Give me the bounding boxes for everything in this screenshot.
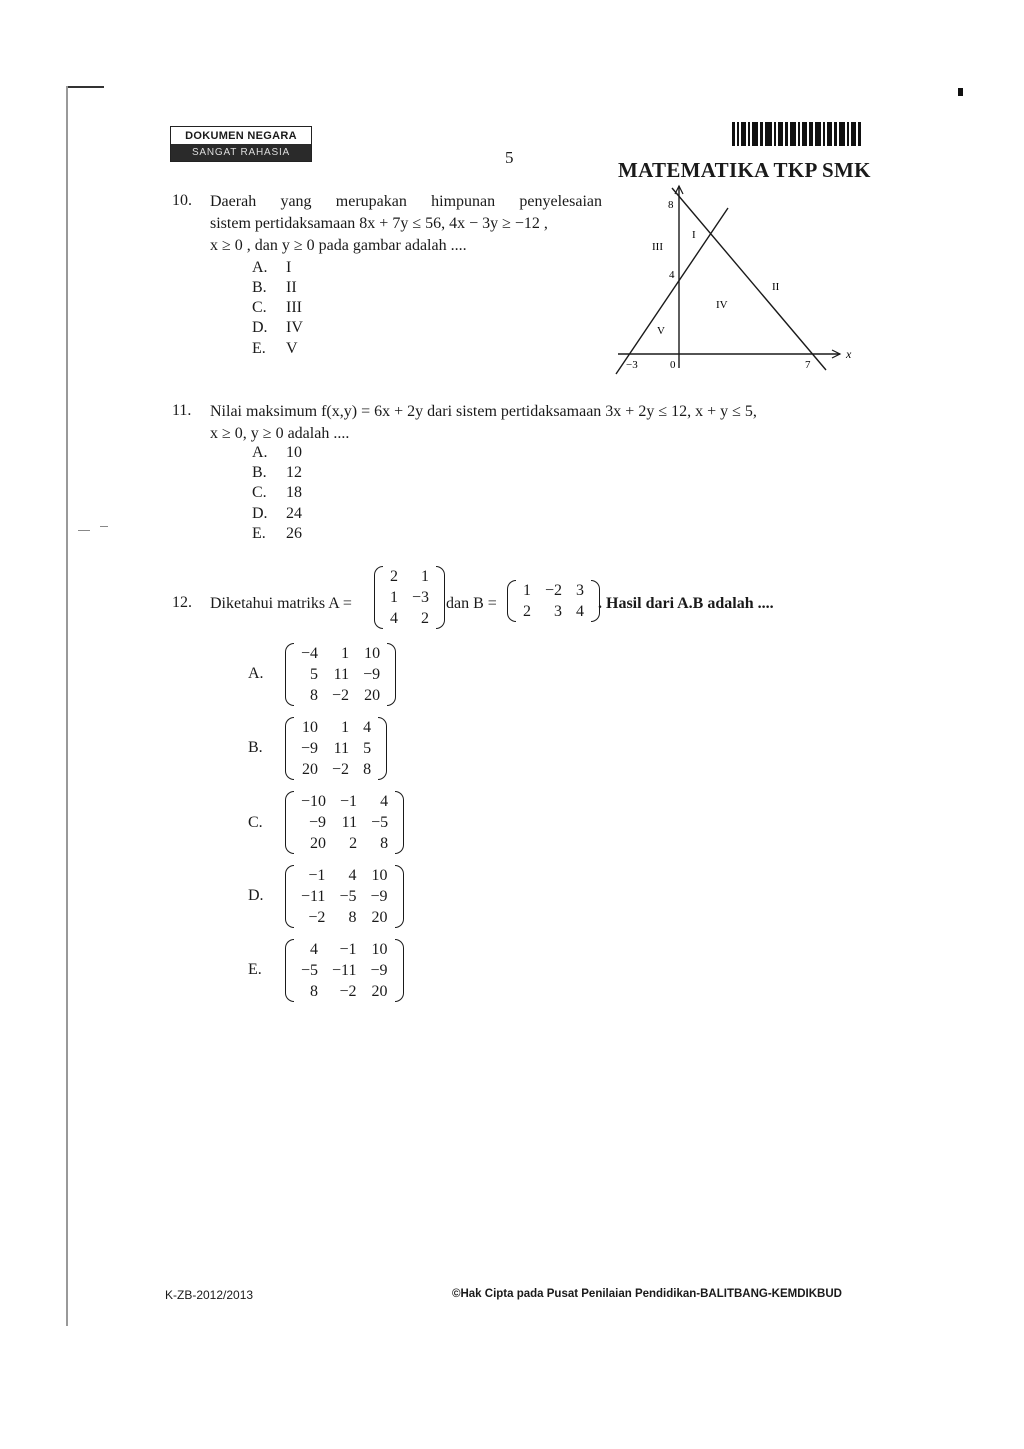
matrix-cell: 8 [380,835,389,852]
question-line: x ≥ 0, y ≥ 0 adalah .... [210,425,350,442]
matrix-cell: 5 [363,740,372,757]
bracket [395,791,404,854]
matrix-cell: 4 [390,610,398,627]
matrix-cell: 11 [333,740,350,757]
bracket [374,566,383,629]
matrix-cell: 2 [349,835,358,852]
bracket [378,717,387,780]
matrix-cell: −9 [301,740,319,757]
matrix-table [294,643,387,706]
matrix-cell: −10 [301,793,327,810]
footer-code: K-ZB-2012/2013 [165,1288,254,1302]
bracket [285,791,294,854]
question-number: 12. [172,594,192,611]
matrix-cell: −5 [371,814,389,831]
bracket [387,643,396,706]
matrix-cell: 8 [363,761,372,778]
region-label: I [692,229,696,241]
inequality-graph [600,178,870,378]
scan-edge-left [66,86,68,1326]
matrix-cell: 11 [333,666,350,683]
tick-label: 4 [669,269,675,281]
matrix-cell: −5 [301,962,319,979]
matrix-cell: 8 [310,687,319,704]
option-matrix[interactable] [285,791,404,854]
line-4x-3y-12 [616,208,728,374]
tick-label: 8 [668,199,674,211]
option-letter: C. [252,484,267,501]
question-suffix: . Hasil dari A.B adalah .... [598,595,774,612]
option-letter: B. [252,464,267,481]
matrix-cell: 20 [364,687,381,704]
barcode [732,122,868,146]
bracket [285,643,294,706]
bracket [507,580,516,622]
matrix-cell: 1 [341,719,350,736]
matrix-table [383,566,436,629]
bracket [285,717,294,780]
scan-edge-top-left [66,86,104,88]
classification-label: SANGAT RAHASIA [171,144,311,161]
scan-mark-left-2 [100,526,108,527]
bracket [395,939,404,1002]
answer-option[interactable] [248,814,263,832]
matrix-cell: −9 [370,962,388,979]
matrix-cell: −5 [339,888,357,905]
option-text: III [286,299,302,316]
option-letter: C. [252,299,267,316]
option-letter: A. [248,665,264,682]
region-label: III [652,241,663,253]
answer-option[interactable] [252,319,303,337]
matrix-cell: 8 [310,983,319,1000]
tick-label: 0 [670,359,676,371]
matrix-cell: 10 [371,941,388,958]
answer-option[interactable] [252,444,302,462]
option-letter: E. [252,525,266,542]
bracket [285,865,294,928]
matrix-cell: 10 [371,867,388,884]
scan-edge-right-mark [958,88,963,96]
question-text [210,191,602,257]
matrix-cell: −2 [339,983,357,1000]
option-matrix[interactable] [285,643,396,706]
answer-option[interactable] [252,505,302,523]
question-line: Nilai maksimum f(x,y) = 6x + 2y dari sistem pertidaksamaan 3x + 2y ≤ 12, x + y ≤ 5, [210,403,757,420]
question-line: x ≥ 0 , dan y ≥ 0 pada gambar adalah .... [210,237,467,254]
matrix-cell: 1 [341,645,350,662]
option-text: I [286,259,292,276]
answer-option[interactable] [252,299,302,317]
matrix-cell: −3 [412,589,430,606]
matrix-cell: 10 [302,719,319,736]
option-text: 26 [286,525,302,542]
answer-option[interactable] [252,340,298,358]
question-mid: dan B = [446,595,497,612]
matrix-cell: −2 [545,582,563,599]
page-number: 5 [505,148,514,167]
matrix-cell: 4 [310,941,319,958]
option-text: V [286,340,298,357]
matrix-table [294,865,395,928]
option-text: 10 [286,444,302,461]
matrix-cell: −1 [308,867,326,884]
matrix-table [294,791,395,854]
line-8x-7y-56 [672,188,826,370]
matrix-cell: −4 [301,645,319,662]
question-number: 11. [172,402,192,419]
matrix-cell: 5 [310,666,319,683]
answer-option[interactable] [252,464,302,482]
option-letter: C. [248,814,263,831]
option-text: 24 [286,505,302,522]
answer-option[interactable] [252,279,297,297]
answer-option[interactable] [248,887,264,905]
matrix-cell: 20 [310,835,327,852]
option-letter: B. [248,739,263,756]
answer-option[interactable] [252,525,302,543]
matrix-a [374,566,445,629]
matrix-cell: 10 [364,645,381,662]
option-letter: D. [248,887,264,904]
scan-mark-left [78,530,90,531]
matrix-cell: −1 [340,793,358,810]
matrix-cell: 1 [390,589,398,606]
bracket [436,566,445,629]
answer-option[interactable] [248,961,262,979]
matrix-table [294,939,395,1002]
answer-option[interactable] [252,259,291,277]
tick-label: 7 [805,359,811,371]
matrix-cell: 4 [348,867,357,884]
matrix-cell: −2 [332,761,350,778]
option-letter: B. [252,279,267,296]
option-letter: A. [252,444,268,461]
document-label: DOKUMEN NEGARA [185,130,297,142]
matrix-cell: −11 [332,962,357,979]
matrix-cell: −2 [332,687,350,704]
matrix-cell: 2 [421,610,430,627]
option-matrix[interactable] [285,865,404,928]
matrix-cell: −9 [309,814,327,831]
option-text: 12 [286,464,302,481]
option-text: 18 [286,484,302,501]
option-letter: E. [252,340,266,357]
matrix-cell: 2 [523,603,531,620]
footer-copyright: ©Hak Cipta pada Pusat Penilaian Pendidikan-BALITBANG-KEMDIKBUD [452,1288,842,1300]
question-prefix: Diketahui matriks A = [210,595,352,612]
matrix-cell: 11 [341,814,358,831]
region-label: IV [716,299,728,311]
question-line: Daerah yang merupakan himpunan penyelesaian [210,193,602,210]
bracket [395,865,404,928]
answer-option[interactable] [248,739,263,757]
answer-option[interactable] [248,665,264,683]
matrix-cell: −2 [308,909,326,926]
matrix-table [516,580,591,622]
matrix-table [294,717,378,780]
option-letter: D. [252,319,268,336]
matrix-cell: 20 [371,983,388,1000]
matrix-cell: 1 [523,582,531,599]
answer-option[interactable] [252,484,302,502]
option-letter: D. [252,505,268,522]
matrix-cell: 3 [554,603,563,620]
matrix-cell: −1 [339,941,357,958]
matrix-cell: 2 [390,568,398,585]
tick-label: −3 [626,359,638,371]
region-label: II [772,281,780,293]
matrix-cell: 8 [348,909,357,926]
matrix-cell: 3 [576,582,585,599]
question-number: 10. [172,192,192,209]
matrix-cell: 4 [363,719,372,736]
option-matrix[interactable] [285,939,404,1002]
matrix-cell: −9 [363,666,381,683]
subject-title: MATEMATIKA TKP SMK [618,158,871,182]
option-letter: A. [252,259,268,276]
option-text: IV [286,319,303,336]
matrix-cell: −11 [301,888,326,905]
matrix-cell: −9 [370,888,388,905]
matrix-cell: 1 [421,568,430,585]
matrix-b [507,580,600,622]
document-classification-box [170,126,312,162]
option-letter: E. [248,961,262,978]
question-text [210,401,830,445]
matrix-cell: 20 [371,909,388,926]
matrix-cell: 20 [302,761,319,778]
region-label: V [657,325,665,337]
option-matrix[interactable] [285,717,387,780]
bracket [285,939,294,1002]
matrix-cell: 4 [380,793,389,810]
matrix-cell: 4 [576,603,585,620]
question-line: sistem pertidaksamaan 8x + 7y ≤ 56, 4x − 3y ≥ −12 , [210,215,548,232]
axis-label: x [846,347,852,361]
option-text: II [286,279,297,296]
